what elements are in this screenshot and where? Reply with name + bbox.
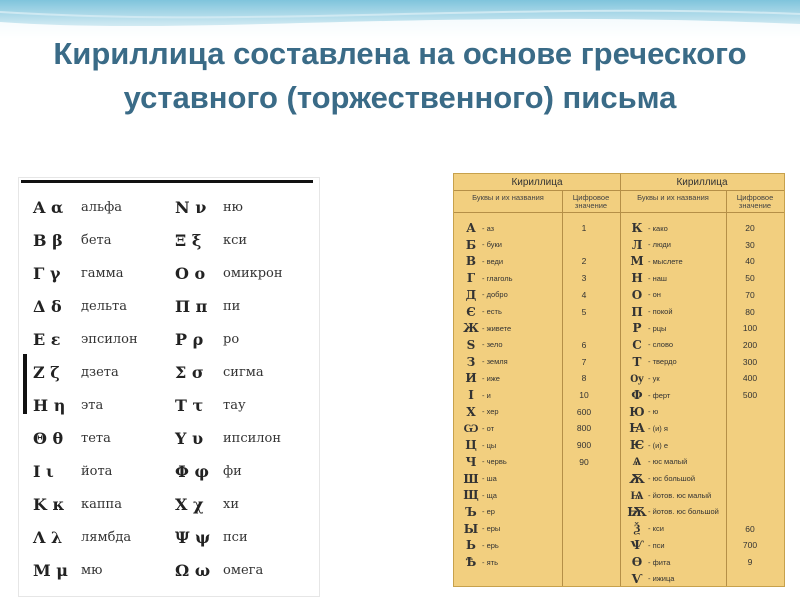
cyrillic-letter-name: - ша [482,474,497,483]
header-left: Кириллица [511,177,563,188]
numeric-value: 800 [576,423,592,434]
cyrillic-letter-name: - буки [482,240,502,250]
greek-letter: Ε ε [33,329,61,349]
col-letters-right: Буквы и их названия [637,193,709,202]
numeric-value: 1 [581,223,587,233]
cyrillic-letter-name: - ер [482,507,495,517]
cyrillic-letter-row [460,370,604,386]
cyrillic-letter: Ѳ [631,555,643,569]
greek-letter: Ρ ρ [175,329,204,349]
cyrillic-letter-name: - аз [482,223,495,233]
greek-letter: Η η [33,395,66,415]
numeric-value: 400 [742,373,758,384]
cyrillic-letter-row [626,354,770,370]
cyrillic-letter-name: - цы [482,440,497,450]
numeric-value: 6 [581,339,587,350]
cyrillic-letter-name: - мыслете [648,256,683,266]
greek-letter-name: пси [223,529,248,545]
cyrillic-letter-row [460,521,604,537]
cyrillic-letter: Ꙗ [629,421,645,436]
cyrillic-letter: Ч [465,454,477,469]
cyrillic-letter: Ы [463,521,479,536]
greek-letter-row [33,489,122,519]
cyrillic-letter-name: - како [648,223,668,233]
greek-letter-row [33,258,124,288]
cyrillic-letter-row [626,420,770,436]
cyrillic-letter-row [460,270,604,286]
cyrillic-letter-name: - иже [482,373,500,383]
cyrillic-letter-name: - ферт [648,390,671,400]
cyrillic-letter-name: - ща [482,490,497,500]
greek-letter-name: йота [81,463,113,479]
greek-letter-name: пи [223,298,241,314]
cyrillic-letter-row [626,220,770,236]
numeric-value: 4 [581,289,587,300]
cyrillic-letter-name: - ять [482,557,498,567]
greek-letter-name: лямбда [81,529,132,545]
greek-letter-row [175,456,242,486]
greek-letter-name: тета [81,430,111,446]
cyrillic-letter: Л [631,237,643,252]
greek-letter-row [33,357,119,387]
greek-letter-name: дельта [81,298,127,314]
cyrillic-letter: Ѫ [629,471,645,486]
numeric-value: 9 [747,557,753,567]
greek-letter-row [33,192,122,222]
cyrillic-letter-row [460,354,604,370]
greek-letter-name: фи [223,463,242,479]
cyrillic-letter: Б [465,237,477,252]
cyrillic-letter-name: - и [482,390,491,400]
cyrillic-letter-name: - фита [648,557,671,567]
greek-letter-row [175,192,243,222]
header-right: Кириллица [676,177,728,188]
cyrillic-letter-row [460,487,604,503]
greek-alphabet-panel [18,177,320,597]
cyrillic-letter: С [632,337,642,352]
cyrillic-letter-name: - хер [482,407,499,417]
greek-letter: Γ γ [33,263,61,283]
divider [620,174,621,586]
greek-letter-row [175,291,240,321]
cyrillic-letter-row [626,521,770,537]
greek-letter: Δ δ [33,296,62,316]
greek-letter-row [175,489,239,519]
cyrillic-table [453,173,785,587]
numeric-value: 600 [576,406,592,417]
greek-letter-row [175,390,246,420]
cyrillic-letter: Ѵ [631,571,643,586]
greek-letter-row [33,291,127,321]
cyrillic-letter-name: - рцы [648,323,667,333]
cyrillic-letter: Х [466,404,476,419]
greek-letter-name: ню [223,199,243,215]
numeric-value: 7 [581,356,587,367]
greek-letter: Τ τ [175,395,204,415]
rule [454,212,784,213]
cyrillic-letter-row [460,320,604,336]
cyrillic-letter: И [465,371,477,386]
greek-letter-row [33,456,112,486]
numeric-value: 500 [742,390,758,400]
numeric-value: 80 [745,306,755,317]
greek-letter-name: каппа [81,496,122,512]
numeric-value: 5 [581,306,587,317]
cyrillic-letter-row [460,554,604,570]
cyrillic-letter-name: - кси [648,524,664,534]
cyrillic-letter: Г [466,271,476,286]
top-rule [21,180,313,183]
greek-letter-row [175,423,281,453]
numeric-value: 90 [579,456,589,467]
cyrillic-letter: Ъ [465,504,477,519]
cyrillic-letter-row [460,404,604,420]
greek-letter-row [33,324,138,354]
cyrillic-letter-row [626,320,770,336]
col-value-right: Цифровое значение [736,193,774,210]
cyrillic-letter-name: - наш [648,273,667,283]
greek-letter-name: эта [81,397,104,413]
greek-letter-row [175,225,247,255]
numeric-value: 900 [576,440,592,451]
greek-letter-name: дзета [81,364,119,380]
cyrillic-letter-row [626,387,770,403]
greek-letter: Ω ω [175,560,211,580]
cyrillic-letter-row [626,237,770,253]
greek-letter-row [33,555,102,585]
cyrillic-letter-row [626,304,770,320]
cyrillic-letter-row [626,370,770,386]
cyrillic-letter-name: - покой [648,307,673,316]
greek-letter: Υ υ [175,428,204,448]
cyrillic-letter-row [626,571,770,587]
greek-letter-name: омикрон [223,265,283,281]
cyrillic-letter: Ю [629,404,645,419]
greek-letter: Μ μ [33,560,68,580]
cyrillic-letter-row [626,537,770,553]
numeric-value: 40 [745,256,755,267]
numeric-value: 2 [581,256,587,267]
greek-letter-name: ро [223,331,240,347]
cyrillic-letter: Ѥ [629,438,645,453]
greek-letter: Λ λ [33,527,63,547]
greek-letter-name: тау [223,397,246,413]
cyrillic-letter-name: - юс малый [648,457,688,467]
greek-letter: Θ θ [33,428,64,448]
cyrillic-letter-name: - добро [482,290,508,300]
greek-letter-row [175,555,263,585]
cyrillic-letter: Ц [465,438,477,453]
greek-letter: Σ σ [175,362,204,382]
greek-letter: Α α [33,197,64,217]
greek-letter-name: гамма [81,265,124,281]
cyrillic-letter-name: - юс большой [648,474,696,483]
cyrillic-letter-row [460,454,604,470]
numeric-value: 60 [745,523,755,534]
cyrillic-letter: Д [465,287,477,302]
numeric-value: 8 [581,373,587,384]
numeric-value: 100 [742,323,758,334]
cyrillic-letter: Т [632,354,642,369]
greek-letter-row [175,324,239,354]
numeric-value: 300 [742,356,758,367]
col-letters-left: Буквы и их названия [472,193,544,202]
cyrillic-letter-name: - еры [482,524,501,534]
greek-letter-name: эпсилон [81,331,138,347]
greek-letter-name: омега [223,562,264,578]
greek-letter-row [33,522,131,552]
cyrillic-letter: Ѹ [630,370,644,385]
greek-letter-name: мю [81,562,103,578]
numeric-value: 700 [742,540,758,551]
left-marker [23,354,27,414]
greek-letter-name: кси [223,232,248,248]
cyrillic-letter-name: - веди [482,256,504,266]
greek-letter: Ο ο [175,263,206,283]
cyrillic-letter-row [460,304,604,320]
cyrillic-letter: Щ [463,488,479,503]
cyrillic-letter-row [460,220,604,236]
cyrillic-letter: Ь [466,538,476,553]
cyrillic-letter-name: - ук [648,373,660,383]
cyrillic-letter: Ѩ [630,487,644,502]
cyrillic-letter: К [631,221,643,235]
cyrillic-letter: Н [631,271,643,286]
cyrillic-letter-row [460,437,604,453]
cyrillic-letter: Ѱ [630,538,644,553]
cyrillic-letter-row [460,420,604,436]
cyrillic-letter-name: - йотов. юс большой [648,507,719,517]
greek-letter-name: альфа [81,199,123,215]
cyrillic-letter: Ѯ [633,521,641,536]
cyrillic-letter-row [626,504,770,520]
greek-letter: Χ χ [175,494,204,514]
greek-letter-row [175,522,248,552]
cyrillic-letter-row [460,337,604,353]
cyrillic-letter-name: - йотов. юс малый [648,490,712,500]
cyrillic-letter-row [626,270,770,286]
numeric-value: 200 [742,339,758,350]
cyrillic-letter-name: - ю [648,407,659,417]
greek-letter-row [175,258,283,288]
cyrillic-letter: П [631,304,643,319]
cyrillic-letter-name: - есть [482,307,502,316]
cyrillic-letter-row [626,554,770,570]
cyrillic-letter-name: - глаголь [482,273,513,283]
slide-title: Кириллица составлена на основе греческого уставного (торжественного) письма [53,36,747,115]
numeric-value: 10 [579,390,589,400]
greek-letter: Ι ι [33,461,54,481]
cyrillic-letter-name: - слово [648,340,674,350]
greek-letter: Φ φ [175,461,209,481]
cyrillic-letter: А [466,221,476,235]
numeric-value: 70 [745,289,755,300]
cyrillic-letter-name: - он [648,290,661,300]
cyrillic-letter: Ш [463,471,479,486]
greek-letter-row [175,357,264,387]
cyrillic-letter-row [460,253,604,269]
cyrillic-letter: З [466,354,476,369]
greek-letter-row [33,225,111,255]
cyrillic-letter-row [460,287,604,303]
greek-letter: Κ κ [33,494,65,514]
cyrillic-letter: Є [466,304,476,319]
greek-letter-name: бета [81,232,112,248]
cyrillic-letter-name: - (и) я [648,423,668,433]
cyrillic-letter-row [626,287,770,303]
cyrillic-letter-row [626,253,770,269]
greek-letter: Ζ ζ [33,362,60,382]
cyrillic-letter: Ж [463,321,479,336]
greek-letter: Ψ ψ [175,527,211,547]
cyrillic-letter: Ѭ [627,504,647,519]
cyrillic-letter-row [460,537,604,553]
cyrillic-letter-row [460,237,604,253]
numeric-value: 50 [745,273,755,284]
col-value-left: Цифровое значение [572,193,610,210]
numeric-value: 3 [581,273,587,284]
cyrillic-letter-row [460,387,604,403]
cyrillic-letter: Ѕ [466,337,476,352]
numeric-value: 20 [745,223,755,233]
cyrillic-letter-row [460,504,604,520]
cyrillic-letter-name: - земля [482,357,508,367]
greek-letter-name: хи [223,496,239,512]
cyrillic-letter-row [626,471,770,487]
cyrillic-letter-name: - ижица [648,574,675,584]
cyrillic-letter-name: - от [482,423,495,433]
greek-letter-name: ипсилон [223,430,282,446]
numeric-value: 30 [745,239,755,250]
cyrillic-letter: Ѣ [465,555,477,569]
cyrillic-letter-name: - люди [648,240,671,250]
cyrillic-letter-row [626,454,770,470]
cyrillic-letter-row [626,404,770,420]
cyrillic-letter: В [465,254,477,269]
rule [454,190,784,191]
cyrillic-letter: Ѡ [463,420,479,435]
cyrillic-letter-row [626,487,770,503]
cyrillic-letter: О [631,287,643,302]
cyrillic-letter-name: - ерь [482,540,499,550]
greek-letter: Ν ν [175,197,207,217]
cyrillic-letter-name: - зело [482,340,503,350]
greek-letter-name: сигма [223,364,264,380]
cyrillic-letter-row [460,471,604,487]
cyrillic-letter: М [630,254,644,269]
greek-letter: Π π [175,296,208,316]
cyrillic-letter: Ф [631,388,643,402]
cyrillic-letter-name: - (и) е [648,440,669,450]
cyrillic-letter: Р [632,321,642,336]
greek-letter: Β β [33,230,63,250]
cyrillic-letter: Ѧ [632,454,642,469]
cyrillic-letter-name: - твердо [648,357,677,367]
cyrillic-letter-name: - червь [482,457,507,467]
greek-letter-row [33,390,103,420]
cyrillic-letter-row [626,437,770,453]
cyrillic-letter-name: - живете [482,323,512,333]
greek-letter: Ξ ξ [175,230,202,250]
cyrillic-letter-name: - пси [648,540,665,550]
cyrillic-letter-row [626,337,770,353]
cyrillic-letter: І [468,388,474,402]
greek-letter-row [33,423,111,453]
